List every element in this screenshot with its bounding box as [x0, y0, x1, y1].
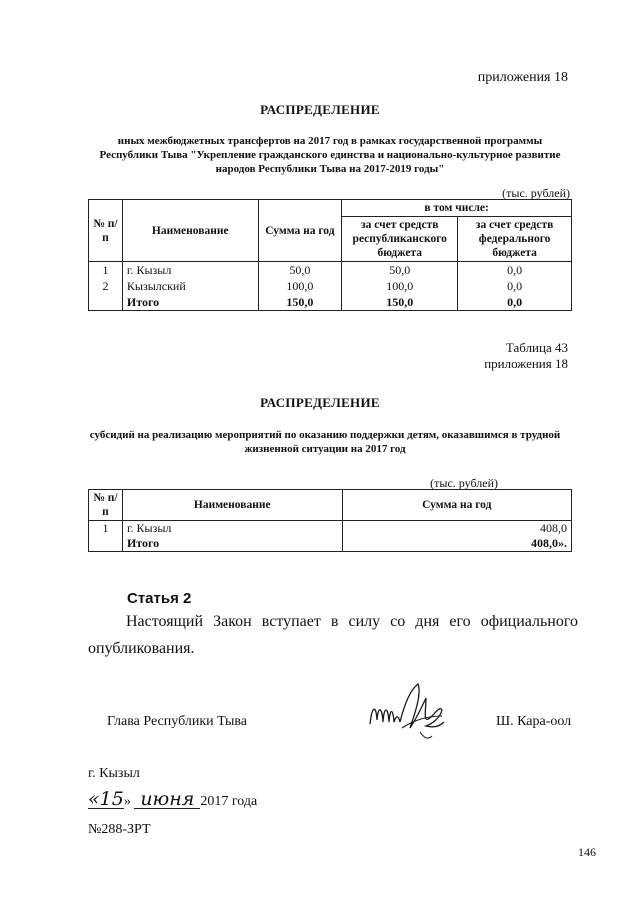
- date-year: 2017 года: [200, 794, 258, 809]
- signatory-name: Ш. Кара-оол: [496, 714, 572, 729]
- table-row: 1 г. Кызыл 408,0: [89, 521, 572, 537]
- col-header-num: № п/п: [89, 200, 123, 262]
- col-header-name: Наименование: [122, 200, 258, 262]
- col-header-num: № п/п: [89, 490, 123, 521]
- transfers-table: [88, 199, 572, 311]
- document-number: №288-ЗРТ: [88, 822, 151, 837]
- section1-title: РАСПРЕДЕЛЕНИЕ: [260, 102, 380, 117]
- table-label: [484, 340, 568, 372]
- date: «15» июня 2017 года: [88, 788, 258, 810]
- section2-units: (тыс. рублей): [430, 476, 498, 490]
- table-total-row: Итого 408,0».: [89, 536, 572, 552]
- city: г. Кызыл: [88, 766, 140, 781]
- section2-title: РАСПРЕДЕЛЕНИЕ: [260, 395, 380, 410]
- table-row: 1 г. Кызыл 50,0 50,0 0,0: [89, 262, 572, 279]
- table-row: 2 Кызылский 100,0 100,0 0,0: [89, 278, 572, 294]
- page-number: 146: [578, 845, 596, 859]
- table-total-row: Итого 150,0 150,0 0,0: [89, 294, 572, 311]
- signature-icon: [362, 676, 472, 746]
- annex-label: приложения 18: [477, 70, 568, 85]
- section1-subtitle: иных межбюджетных трансфертов на 2017 год в рамках государственной программы Республики Тыва "Укрепление гражданского единства и национально-культурное развитие народов Республики Тыва на 2017-2019 годы": [99, 135, 561, 175]
- col-header-including: в том числе:: [342, 200, 572, 217]
- col-header-federal: за счет средств федерального бюджета: [458, 217, 572, 262]
- table-number: Таблица 43: [505, 340, 568, 355]
- section1-units: (тыс. рублей): [502, 186, 570, 200]
- col-header-name: Наименование: [122, 490, 342, 521]
- col-header-sum: Сумма на год: [258, 200, 342, 262]
- date-month: июня: [134, 790, 200, 809]
- signatory-position: Глава Республики Тыва: [107, 714, 248, 729]
- date-day: «15: [88, 788, 124, 810]
- section2-subtitle: субсидий на реализацию мероприятий по оказанию поддержки детям, оказавшимся в трудной жизненной ситуации на 2017 год: [89, 429, 561, 455]
- article-title: Статья 2: [127, 590, 192, 607]
- annex-label: приложения 18: [484, 356, 568, 371]
- subsidies-table: [88, 489, 572, 552]
- col-header-republic: за счет средств республиканского бюджета: [342, 217, 458, 262]
- article-text: Настоящий Закон вступает в силу со дня его официального опубликования.: [88, 613, 578, 657]
- col-header-sum: Сумма на год: [342, 490, 571, 521]
